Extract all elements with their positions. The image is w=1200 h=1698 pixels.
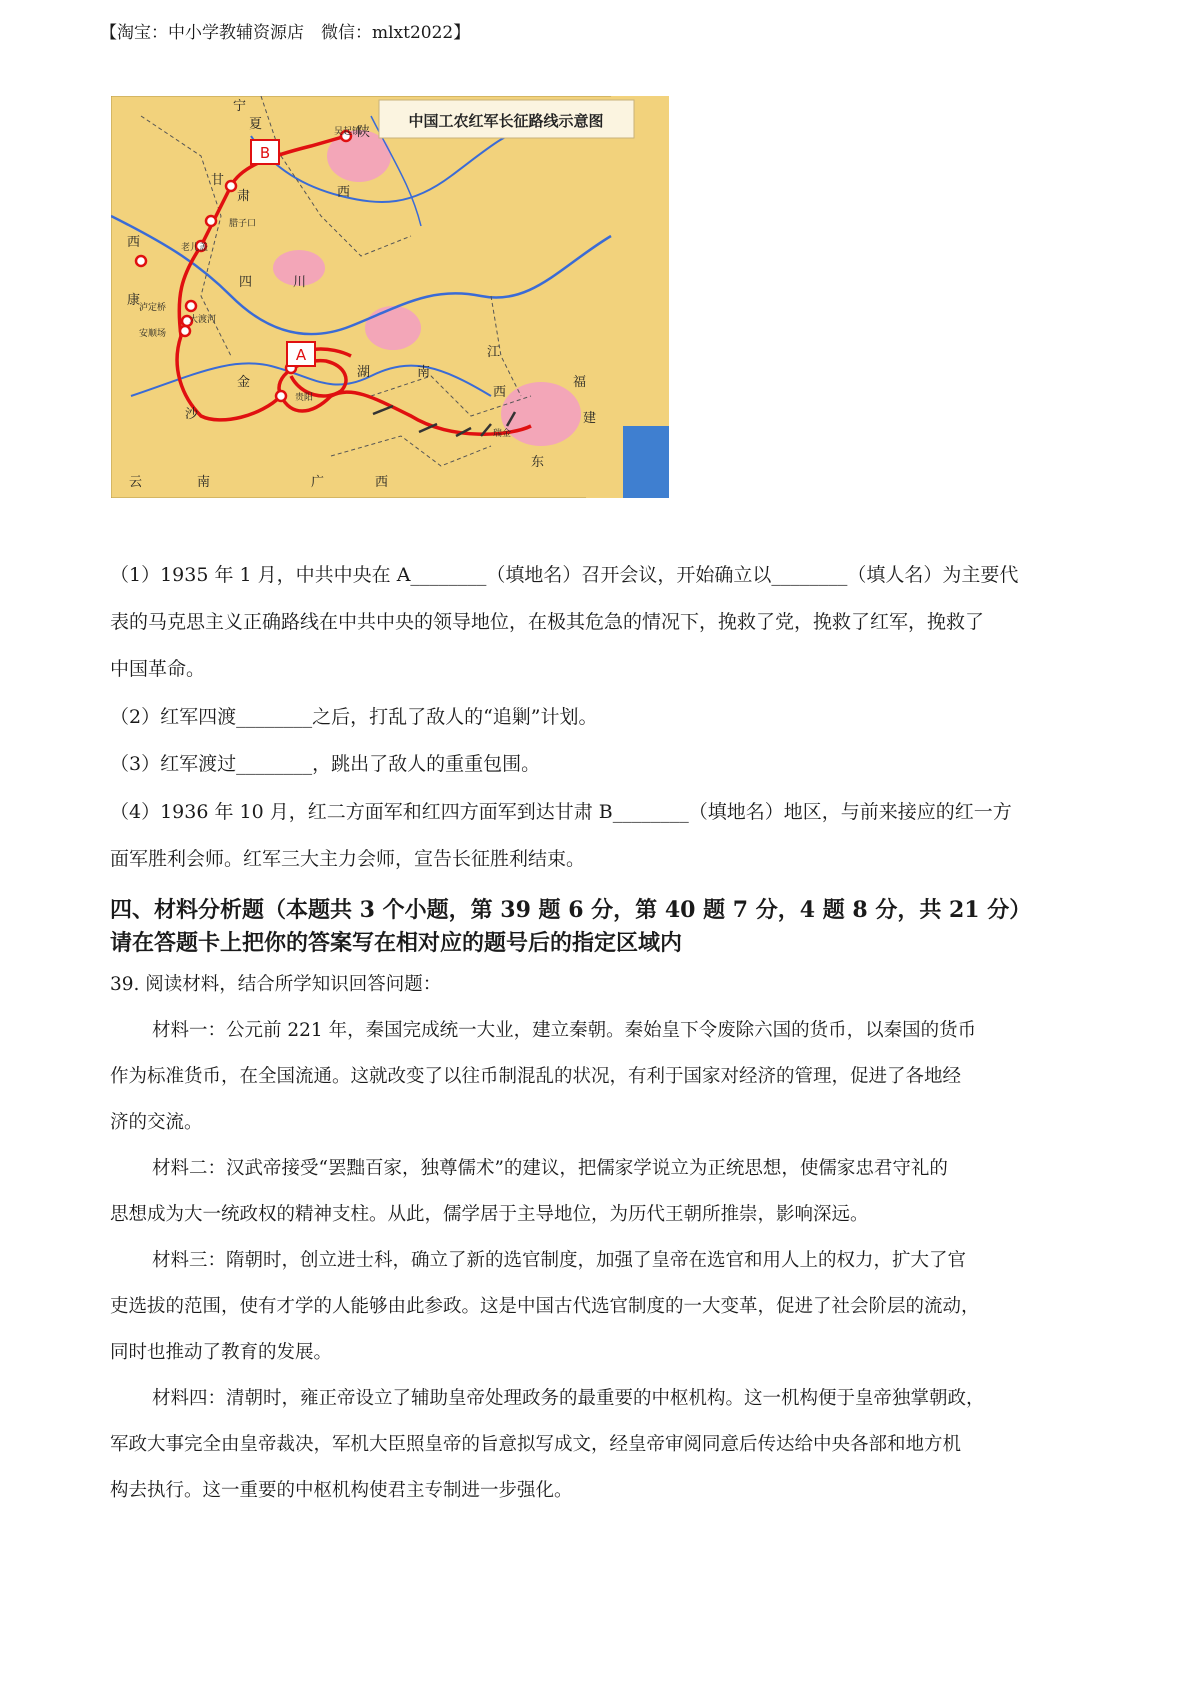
map-place: 西 bbox=[375, 475, 389, 490]
map-place: 金 bbox=[237, 375, 251, 390]
map-place: 云 bbox=[129, 475, 143, 490]
material-4-line: 材料四：清朝时，雍正帝设立了辅助皇帝处理政务的最重要的中枢机构。这一机构便于皇帝独掌朝政， bbox=[152, 1388, 985, 1409]
marker-a: A bbox=[295, 346, 307, 364]
map-place: 安顺场 bbox=[139, 329, 167, 339]
map-place: 夏 bbox=[249, 117, 263, 132]
marker-b: B bbox=[259, 144, 271, 162]
map-place: 广 bbox=[311, 475, 325, 490]
map-place: 西 bbox=[337, 185, 351, 200]
material-4-line: 军政大事完全由皇帝裁决，军机大臣照皇帝的旨意拟写成文，经皇帝审阅同意后传达给中央各部和地方机 bbox=[110, 1434, 962, 1455]
q1-line: （1）1935 年 1 月，中共中央在 A________（填地名）召开会议，开始确立以________（填人名）为主要代 bbox=[110, 564, 1019, 586]
map-place: 四 bbox=[239, 275, 253, 290]
material-4-line: 构去执行。这一重要的中枢机构使君主专制进一步强化。 bbox=[110, 1480, 573, 1501]
map-place: 贵阳 bbox=[295, 393, 314, 403]
material-3-line: 同时也推动了教育的发展。 bbox=[110, 1342, 333, 1363]
material-2-line: 材料二：汉武帝接受“罢黜百家，独尊儒术”的建议，把儒家学说立为正统思想，使儒家忠君守礼的 bbox=[152, 1158, 948, 1179]
question-39 bbox=[110, 962, 1100, 1514]
question-4-cont bbox=[110, 850, 1110, 869]
map-place: 吴起镇 bbox=[334, 127, 362, 137]
question-3 bbox=[110, 755, 1110, 774]
map-place: 宁 bbox=[233, 99, 247, 114]
question-1 bbox=[110, 566, 1110, 585]
map-title: 中国工农红军长征路线示意图 bbox=[408, 112, 604, 130]
map-place: 建 bbox=[583, 411, 597, 426]
material-1-line: 济的交流。 bbox=[110, 1112, 203, 1133]
map-place: 沙 bbox=[185, 407, 199, 422]
map-place: 南 bbox=[417, 365, 431, 380]
q4-line: 面军胜利会师。红军三大主力会师，宣告长征胜利结束。 bbox=[110, 848, 586, 870]
map-place: 康 bbox=[127, 293, 141, 308]
map-place: 老儿盖 bbox=[181, 243, 209, 253]
q1-line: 表的马克思主义正确路线在中共中央的领导地位，在极其危急的情况下，挽救了党，挽救了红军，挽救了 bbox=[110, 611, 985, 633]
section-title: 四、材料分析题（本题共 3 个小题，第 39 题 6 分，第 40 题 7 分，4 题 8 分，共 21 分） bbox=[110, 897, 1032, 923]
map-place: 福 bbox=[573, 375, 587, 390]
map-place: 西 bbox=[493, 385, 507, 400]
map-place: 南 bbox=[197, 475, 211, 490]
map-place: 江 bbox=[487, 345, 501, 360]
q4-line: （4）1936 年 10 月，红二方面军和红四方面军到达甘肃 B________（填地名）地区，与前来接应的红一方 bbox=[110, 801, 1012, 823]
map-place: 腊子口 bbox=[229, 219, 257, 229]
map-place: 湖 bbox=[357, 365, 371, 380]
question-2 bbox=[110, 708, 1110, 727]
long-march-map bbox=[111, 96, 669, 498]
map-place: 陕 bbox=[357, 125, 371, 140]
map-place: 瑞金 bbox=[493, 429, 512, 439]
q2-text: （2）红军四渡________之后，打乱了敌人的“追剿”计划。 bbox=[110, 706, 598, 728]
material-1-line: 材料一：公元前 221 年，秦国完成统一大业，建立秦朝。秦始皇下令废除六国的货币，以秦国的货币 bbox=[152, 1020, 977, 1041]
q3-text: （3）红军渡过________，跳出了敌人的重重包围。 bbox=[110, 753, 541, 775]
question-1-cont bbox=[110, 660, 1110, 679]
map-place: 川 bbox=[293, 275, 307, 290]
map-place: 大渡河 bbox=[189, 315, 217, 325]
map-place: 泸定桥 bbox=[139, 303, 167, 313]
map-place: 西 bbox=[127, 235, 141, 250]
question-4 bbox=[110, 803, 1110, 822]
material-3-line: 吏选拔的范围，使有才学的人能够由此参政。这是中国古代选官制度的一大变革，促进了社会阶层的流动， bbox=[110, 1296, 980, 1317]
material-2-line: 思想成为大一统政权的精神支柱。从此，儒学居于主导地位，为历代王朝所推崇，影响深远。 bbox=[110, 1204, 869, 1225]
map-place: 肃 bbox=[237, 189, 251, 204]
question-1-cont bbox=[110, 613, 1110, 632]
map-place: 甘 bbox=[211, 173, 225, 188]
section-instruction: 请在答题卡上把你的答案写在相对应的题号后的指定区域内 bbox=[110, 930, 683, 956]
map-place: 东 bbox=[531, 455, 545, 470]
q39-stem: 39. 阅读材料，结合所学知识回答问题： bbox=[110, 974, 442, 995]
material-1-line: 作为标准货币，在全国流通。这就改变了以往币制混乱的状况，有利于国家对经济的管理，促进了各地经 bbox=[110, 1066, 962, 1087]
material-3-line: 材料三：隋朝时，创立进士科，确立了新的选官制度，加强了皇帝在选官和用人上的权力，扩大了官 bbox=[152, 1250, 967, 1271]
page-header-watermark: 【淘宝：中小学教辅资源店 微信：mlxt2022】 bbox=[100, 23, 471, 43]
q1-line: 中国革命。 bbox=[110, 658, 206, 680]
